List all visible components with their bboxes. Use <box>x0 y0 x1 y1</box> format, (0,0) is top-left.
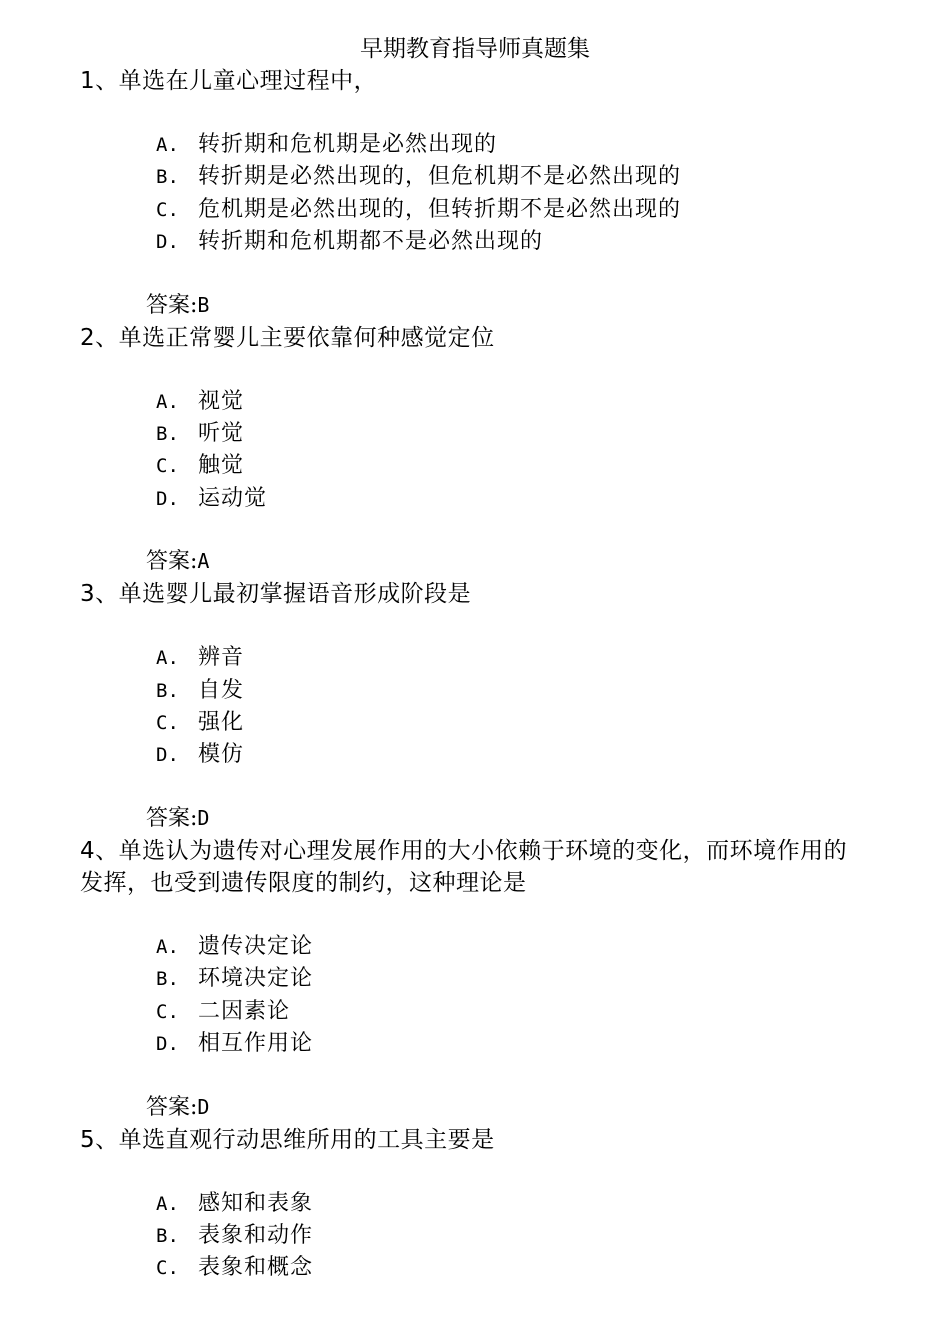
option-b <box>156 1220 870 1252</box>
answer-line <box>146 802 870 835</box>
question-5 <box>80 1124 870 1285</box>
option-letter: B. <box>156 679 179 702</box>
option-letter: B. <box>156 166 179 189</box>
option-text: 环境决定论 <box>198 966 314 992</box>
answer-value: D <box>197 805 210 830</box>
question-stem: 4、单选认为遗传对心理发展作用的大小依赖于环境的变化，而环境作用的发挥，也受到遗传限度的制约，这种理论是 <box>80 837 848 896</box>
answer-label: 答案: <box>146 549 198 575</box>
option-a <box>156 931 870 963</box>
option-text: 模仿 <box>198 742 245 768</box>
option-letter: C. <box>156 1000 179 1023</box>
option-text: 遗传决定论 <box>198 933 314 959</box>
question-list <box>80 65 870 1285</box>
answer-label: 答案: <box>146 1094 198 1120</box>
option-b <box>156 161 870 193</box>
question-4 <box>80 835 870 1124</box>
option-text: 运动觉 <box>198 485 268 511</box>
option-text: 表象和概念 <box>198 1255 314 1281</box>
option-c <box>156 707 870 739</box>
option-list <box>156 1188 870 1285</box>
document-title: 早期教育指导师真题集 <box>360 36 590 62</box>
question-stem: 3、单选婴儿最初掌握语音形成阶段是 <box>80 581 472 608</box>
option-b <box>156 675 870 707</box>
answer-value: D <box>197 1094 210 1119</box>
option-letter: B. <box>156 1224 179 1247</box>
option-a <box>156 642 870 674</box>
option-text: 自发 <box>198 677 245 703</box>
question-3 <box>80 578 870 835</box>
option-letter: C. <box>156 455 179 478</box>
option-list <box>156 642 870 772</box>
answer-value: A <box>197 549 210 574</box>
option-text: 二因素论 <box>198 998 291 1024</box>
option-c <box>156 450 870 482</box>
option-letter: B. <box>156 968 179 991</box>
option-list <box>156 386 870 516</box>
option-text: 感知和表象 <box>198 1190 314 1216</box>
option-d <box>156 1028 870 1060</box>
option-text: 转折期是必然出现的，但危机期不是必然出现的 <box>198 164 682 190</box>
option-text: 辨音 <box>198 645 245 671</box>
option-c <box>156 1252 870 1284</box>
answer-value: B <box>197 292 210 317</box>
option-c <box>156 194 870 226</box>
answer-label: 答案: <box>146 292 198 318</box>
option-list <box>156 931 870 1061</box>
option-c <box>156 996 870 1028</box>
option-d <box>156 739 870 771</box>
option-letter: D. <box>156 231 179 254</box>
option-letter: C. <box>156 1257 179 1280</box>
option-d <box>156 483 870 515</box>
answer-line <box>146 289 870 322</box>
option-letter: A. <box>156 935 179 958</box>
option-letter: A. <box>156 134 179 156</box>
question-stem: 5、单选直观行动思维所用的工具主要是 <box>80 1126 495 1153</box>
option-text: 强化 <box>198 710 245 736</box>
option-letter: A. <box>156 1192 179 1215</box>
option-letter: A. <box>156 647 179 670</box>
option-text: 视觉 <box>198 388 245 414</box>
option-letter: D. <box>156 487 179 510</box>
option-letter: A. <box>156 390 179 413</box>
option-text: 听觉 <box>198 421 245 447</box>
option-letter: C. <box>156 198 179 221</box>
option-text: 危机期是必然出现的，但转折期不是必然出现的 <box>198 196 682 222</box>
option-a <box>156 1188 870 1220</box>
option-a <box>156 129 870 161</box>
answer-line <box>146 545 870 578</box>
option-b <box>156 963 870 995</box>
option-text: 转折期和危机期是必然出现的 <box>198 132 498 157</box>
question-1 <box>80 65 870 322</box>
option-text: 相互作用论 <box>198 1031 314 1057</box>
option-text: 表象和动作 <box>198 1222 314 1248</box>
option-a <box>156 386 870 418</box>
answer-line <box>146 1091 870 1124</box>
option-letter: B. <box>156 423 179 446</box>
option-letter: C. <box>156 712 179 735</box>
option-list <box>156 129 870 259</box>
answer-label: 答案: <box>146 805 198 831</box>
option-letter: D. <box>156 1033 179 1056</box>
question-stem: 2、单选正常婴儿主要依靠何种感觉定位 <box>80 324 495 351</box>
option-text: 转折期和危机期都不是必然出现的 <box>198 229 544 255</box>
question-2 <box>80 322 870 579</box>
option-letter: D. <box>156 744 179 767</box>
option-d <box>156 226 870 258</box>
option-b <box>156 418 870 450</box>
option-text: 触觉 <box>198 453 245 479</box>
question-stem: 1、单选在儿童心理过程中， <box>80 68 378 94</box>
